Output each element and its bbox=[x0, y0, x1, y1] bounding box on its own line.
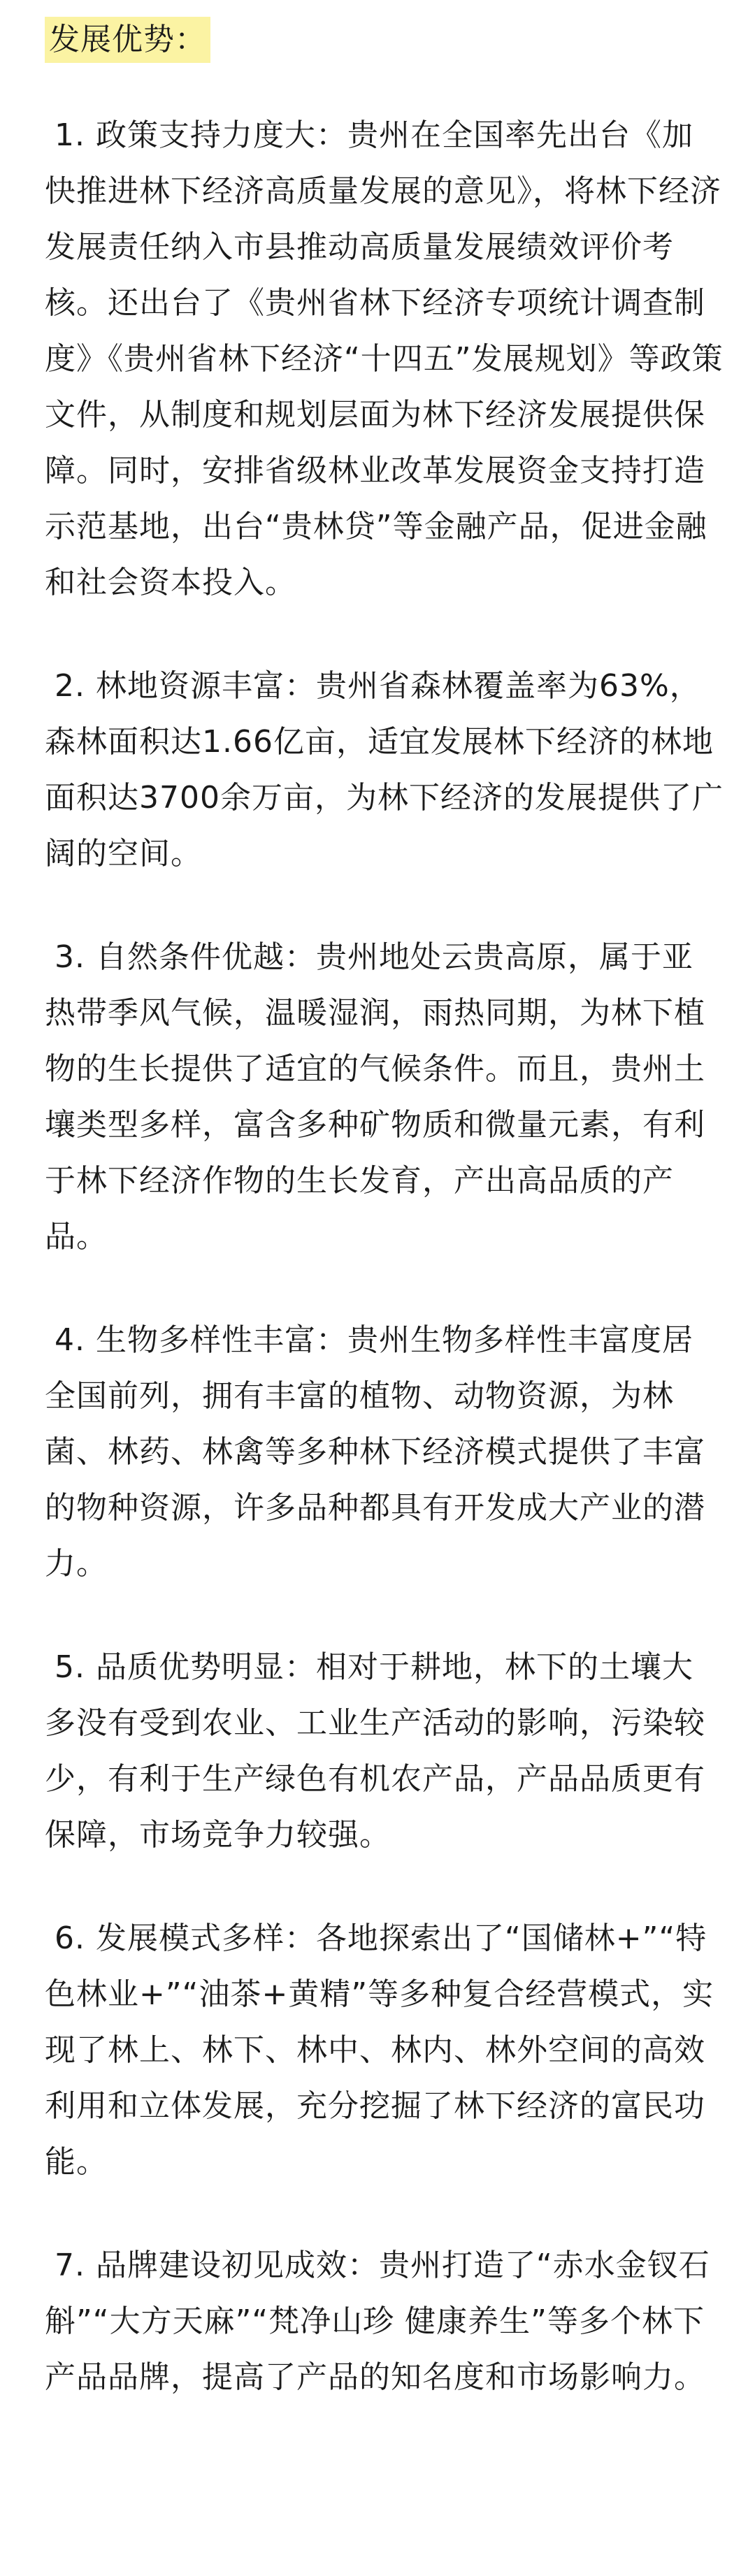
list-item bbox=[45, 929, 724, 1265]
item-number: 2. bbox=[55, 668, 85, 704]
heading-wrap bbox=[45, 17, 724, 63]
item-number: 6. bbox=[55, 1920, 85, 1956]
item-text: 品质优势明显：相对于耕地，林下的土壤大多没有受到农业、工业生产活动的影响，污染较少，有利于生产绿色有机农产品，产品品质更有保障，市场竞争力较强。 bbox=[45, 1649, 705, 1853]
item-text: 生物多样性丰富：贵州生物多样性丰富度居全国前列，拥有丰富的植物、动物资源，为林菌、林药、林禽等多种林下经济模式提供了丰富的物种资源，许多品种都具有开发成大产业的潜力。 bbox=[45, 1322, 705, 1582]
section-heading: 发展优势： bbox=[45, 17, 210, 63]
list-item bbox=[45, 658, 724, 882]
list-item bbox=[45, 2238, 724, 2405]
list-item bbox=[45, 1911, 724, 2190]
list-item bbox=[45, 1312, 724, 1592]
item-text: 林地资源丰富：贵州省森林覆盖率为63%，森林面积达1.66亿亩，适宜发展林下经济的林地面积达3700余万亩，为林下经济的发展提供了广阔的空间。 bbox=[45, 668, 724, 871]
list-item bbox=[45, 108, 724, 611]
item-text: 政策支持力度大：贵州在全国率先出台《加快推进林下经济高质量发展的意见》，将林下经济发展责任纳入市县推动高质量发展绩效评价考核。还出台了《贵州省林下经济专项统计调查制度》《贵州省林下经济“十四五”发展规划》等政策文件，从制度和规划层面为林下经济发展提供保障。同时，安排省级林业改革发展资金支持打造示范基地，出台“贵林贷”等金融产品，促进金融和社会资本投入。 bbox=[45, 117, 724, 600]
item-number: 5. bbox=[55, 1649, 85, 1685]
item-number: 1. bbox=[55, 117, 85, 153]
list-item bbox=[45, 1640, 724, 1863]
item-number: 7. bbox=[55, 2248, 85, 2283]
item-text: 发展模式多样：各地探索出了“国储林+”“特色林业+”“油茶+黄精”等多种复合经营模式，实现了林上、林下、林中、林内、林外空间的高效利用和立体发展，充分挖掘了林下经济的富民功能。 bbox=[45, 1920, 714, 2180]
item-text: 品牌建设初见成效：贵州打造了“赤水金钗石斛”“大方天麻”“梵净山珍 健康养生”等多个林下产品品牌，提高了产品的知名度和市场影响力。 bbox=[45, 2248, 710, 2395]
item-number: 4. bbox=[55, 1322, 85, 1358]
item-text: 自然条件优越：贵州地处云贵高原，属于亚热带季风气候，温暖湿润，雨热同期，为林下植物的生长提供了适宜的气候条件。而且，贵州土壤类型多样，富含多种矿物质和微量元素，有利于林下经济作物的生长发育，产出高品质的产品。 bbox=[45, 939, 705, 1254]
item-number: 3. bbox=[55, 939, 85, 975]
